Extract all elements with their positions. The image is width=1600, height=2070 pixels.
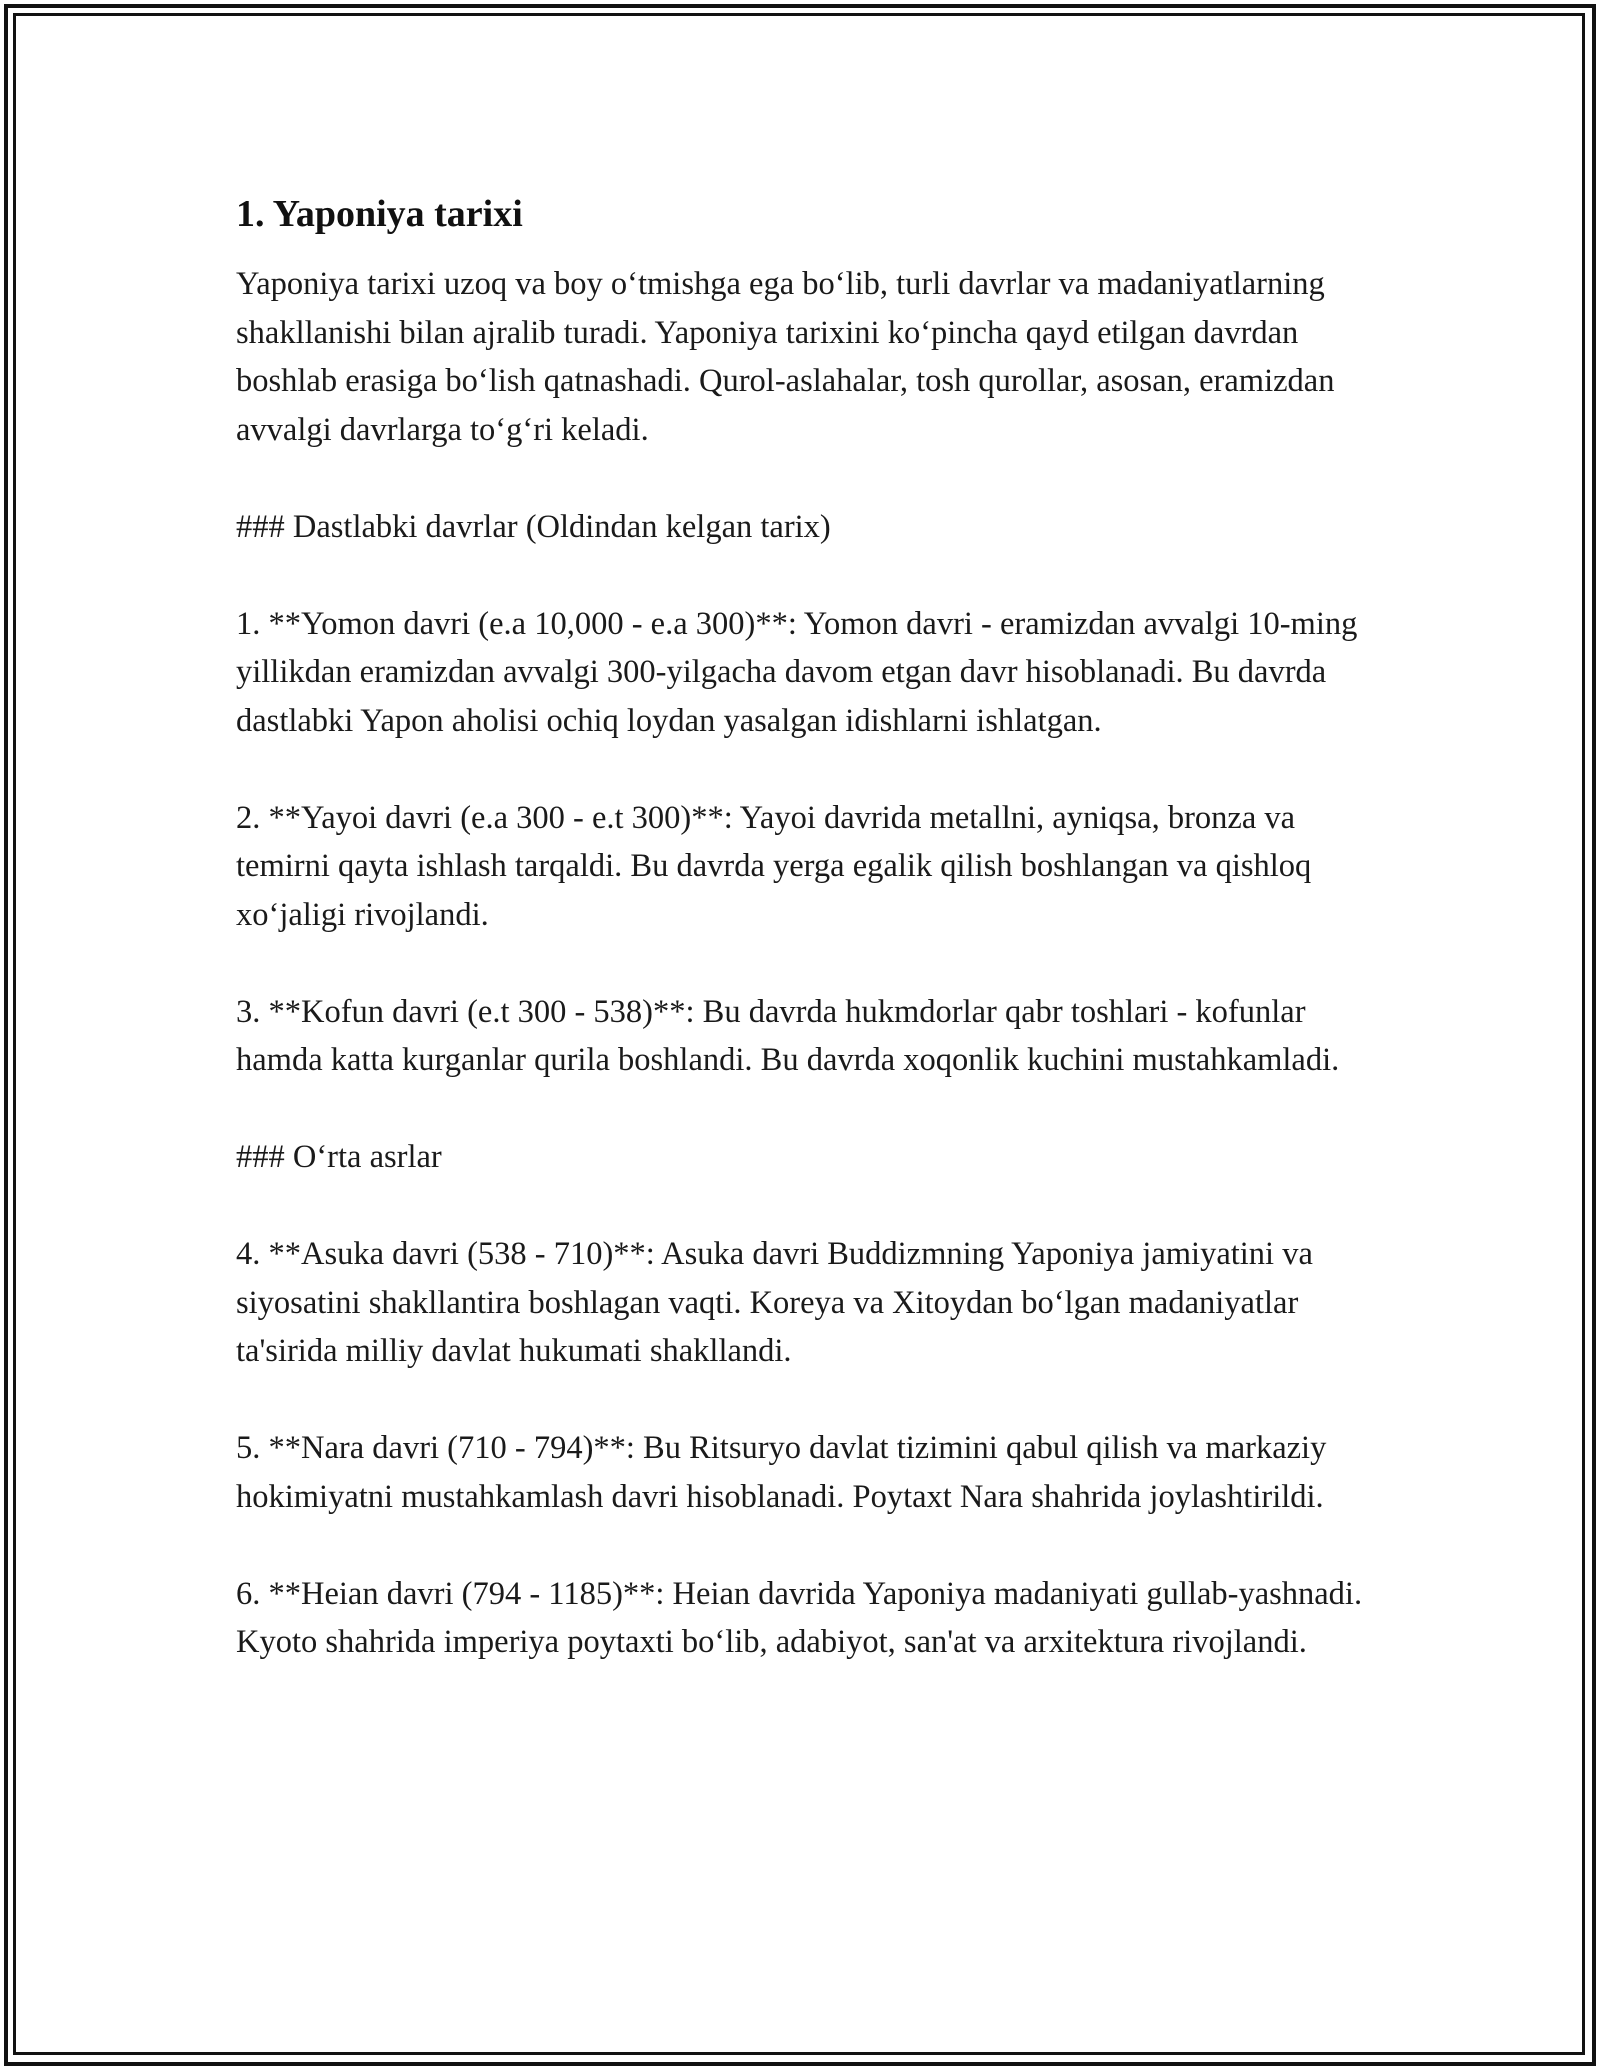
paragraph-yayoi-period: 2. **Yayoi davri (e.a 300 - e.t 300)**: Yayoi davrida metallni, ayniqsa, bronza va temirni qayta ishlash tarqaldi. Bu davrda yerga egalik qilish boshlangan va qishloq xo‘jaligi rivojlandi. [236, 799, 1312, 933]
document-body [236, 188, 1366, 1715]
section-heading-early-periods: ### Dastlabki davrlar (Oldindan kelgan tarix) [236, 508, 831, 545]
paragraph-kofun-period: 3. **Kofun davri (e.t 300 - 538)**: Bu davrda hukmdorlar qabr toshlari - kofunlar hamda katta kurganlar qurila boshlandi. Bu davrda xoqonlik kuchini mustahkamladi. [236, 993, 1340, 1078]
paragraph-jomon-period: 1. **Yomon davri (e.a 10,000 - e.a 300)**: Yomon davri - eramizdan avvalgi 10-ming yillikdan eramizdan avvalgi 300-yilgacha davom etgan davr hisoblanadi. Bu davrda dastlabki Yapon aholisi ochiq loydan yasalgan idishlarni ishlatgan. [236, 605, 1358, 739]
section-heading-middle-ages: ### O‘rta asrlar [236, 1139, 442, 1175]
paragraph-intro: Yaponiya tarixi uzoq va boy o‘tmishga ega bo‘lib, turli davrlar va madaniyatlarning shakllanishi bilan ajralib turadi. Yaponiya tarixini ko‘pincha qayd etilgan davrdan boshlab erasiga bo‘lish qatnashadi. Qurol-aslahalar, tosh qurollar, asosan, eramizdan avvalgi davrlarga to‘g‘ri keladi. [236, 266, 1335, 448]
paragraph-nara-period: 5. **Nara davri (710 - 794)**: Bu Ritsuryo davlat tizimini qabul qilish va markaziy hokimiyatni mustahkamlash davri hisoblanadi. Poytaxt Nara shahrida joylashtirildi. [236, 1430, 1327, 1515]
paragraph-heian-period: 6. **Heian davri (794 - 1185)**: Heian davrida Yaponiya madaniyati gullab-yashnadi. Kyoto shahrida imperiya poytaxti bo‘lib, adabiyot, san'at va arxitektura rivojlandi. [236, 1575, 1363, 1660]
paragraph-asuka-period: 4. **Asuka davri (538 - 710)**: Asuka davri Buddizmning Yaponiya jamiyatini va siyosatini shakllantira boshlagan vaqti. Koreya va Xitoydan bo‘lgan madaniyatlar ta'sirida milliy davlat hukumati shakllandi. [236, 1236, 1313, 1369]
document-title: 1. Yaponiya tarixi [236, 193, 523, 235]
